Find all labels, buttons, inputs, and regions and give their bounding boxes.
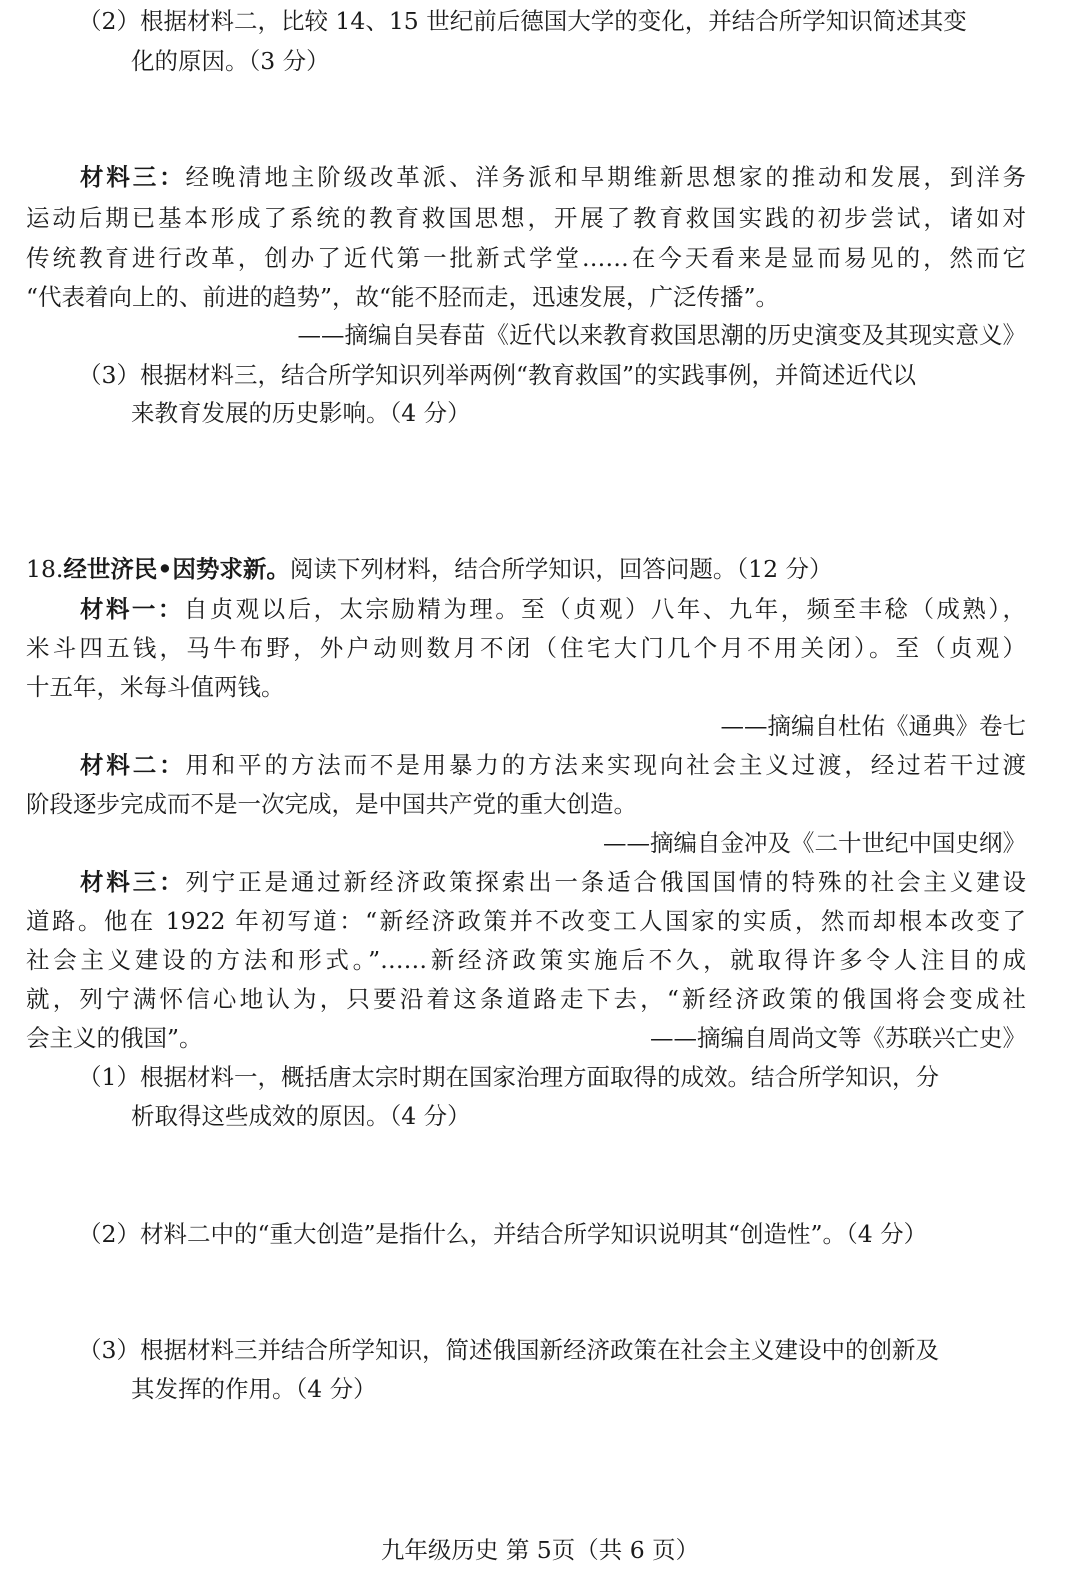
- q18-m2-line1-text: 用和平的方法而不是用暴力的方法来实现向社会主义过渡，经过若干过渡: [185, 751, 1027, 779]
- q18-sub3-line1: （3）根据材料三并结合所学知识，简述俄国新经济政策在社会主义建设中的创新及: [78, 1336, 939, 1364]
- material3-line4: “代表着向上的、前进的趋势”，故“能不胫而走，迅速发展，广泛传播”。: [26, 283, 780, 311]
- q18-sub3-line2: 其发挥的作用。（4 分）: [131, 1375, 377, 1403]
- q17-3-line1: （3）根据材料三，结合所学知识列举两例“教育救国”的实践事例，并简述近代以: [78, 361, 916, 389]
- q18-m2-source: ——摘编自金冲及《二十世纪中国史纲》: [603, 829, 1026, 857]
- q17-3-line2: 来教育发展的历史影响。（4 分）: [131, 399, 471, 427]
- q18-sub2-line1: （2）材料二中的“重大创造”是指什么，并结合所学知识说明其“创造性”。（4 分）: [78, 1220, 928, 1248]
- q18-m3-line5: [26, 1023, 1026, 1053]
- q17-2-line1: （2）根据材料二，比较 14、15 世纪前后德国大学的变化，并结合所学知识简述其变: [78, 7, 967, 35]
- q17-2-line2: 化的原因。（3 分）: [131, 47, 330, 75]
- q18-sub1-line1: （1）根据材料一，概括唐太宗时期在国家治理方面取得的成效。结合所学知识，分: [78, 1063, 939, 1091]
- q18-m1-line3: 十五年，米每斗值两钱。: [26, 673, 285, 701]
- q18-m1-line1-text: 自贞观以后，太宗励精为理。至（贞观）八年、九年，频至丰稔（成熟），: [183, 595, 1027, 623]
- material3-line1-text: 经晚清地主阶级改革派、洋务派和早期维新思想家的推动和发展，到洋务: [185, 163, 1027, 191]
- q18-m3-line1: [80, 867, 1026, 897]
- q18-m1-line2: 米斗四五钱，马牛布野，外户动则数月不闭（住宅大门几个月不用关闭）。至（贞观）: [26, 634, 1026, 662]
- q18-m1-label: 材料一：: [80, 595, 184, 623]
- q18-m1-line1: [80, 594, 1026, 624]
- page-footer: 九年级历史 第 5页（共 6 页）: [380, 1536, 700, 1564]
- q18-prompt: 阅读下列材料，结合所学知识，回答问题。（12 分）: [289, 555, 833, 583]
- material3-line2: 运动后期已基本形成了系统的教育救国思想，开展了教育救国实践的初步尝试，诸如对: [26, 204, 1026, 232]
- q18-m3-line3: 社会主义建设的方法和形式。”……新经济政策实施后不久，就取得许多令人注目的成: [26, 946, 1026, 974]
- q18-title: 经世济民•因势求新。: [63, 555, 290, 583]
- q18-m3-source: ——摘编自周尚文等《苏联兴亡史》: [650, 1024, 1026, 1052]
- q18-m2-line2: 阶段逐步完成而不是一次完成，是中国共产党的重大创造。: [26, 790, 637, 818]
- material3-label: 材料三：: [80, 163, 186, 191]
- material3-line1: [80, 162, 1026, 192]
- q18-m3-label: 材料三：: [80, 868, 186, 896]
- q18-number: 18.: [26, 555, 64, 583]
- q18-header: [26, 554, 833, 584]
- q18-m2-line1: [80, 750, 1026, 780]
- q18-m3-line5-text: 会主义的俄国”。: [26, 1024, 203, 1052]
- material3-line3: 传统教育进行改革，创办了近代第一批新式学堂……在今天看来是显而易见的，然而它: [26, 244, 1026, 272]
- q18-m3-line1-text: 列宁正是通过新经济政策探索出一条适合俄国国情的特殊的社会主义建设: [185, 868, 1027, 896]
- q18-sub1-line2: 析取得这些成效的原因。（4 分）: [131, 1102, 471, 1130]
- q18-m3-line2: 道路。他在 1922 年初写道：“新经济政策并不改变工人国家的实质，然而却根本改变了: [26, 907, 1026, 935]
- q18-m3-line4: 就，列宁满怀信心地认为，只要沿着这条道路走下去，“新经济政策的俄国将会变成社: [26, 985, 1026, 1013]
- material3-source: ——摘编自吴春苗《近代以来教育救国思潮的历史演变及其现实意义》: [297, 321, 1026, 349]
- q18-m1-source: ——摘编自杜佑《通典》卷七: [720, 712, 1026, 740]
- q18-m2-label: 材料二：: [80, 751, 186, 779]
